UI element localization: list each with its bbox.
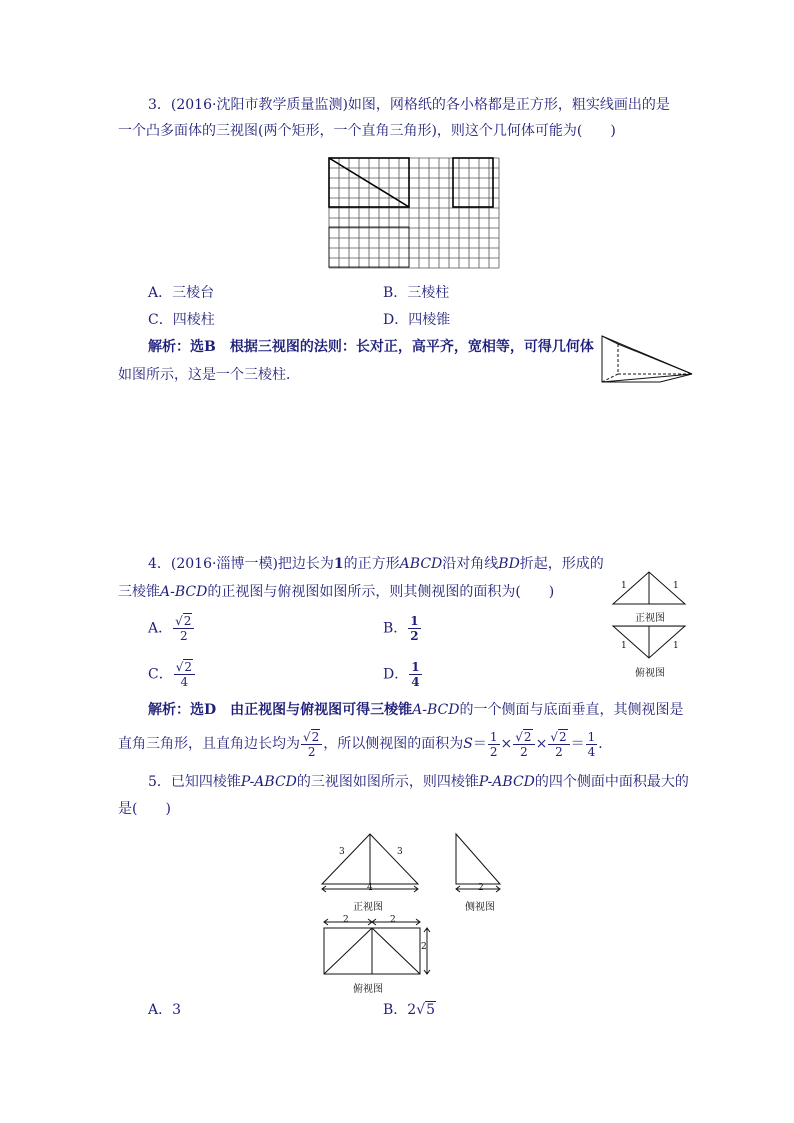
- q4-option-b: B． $\frac{1}{2}$: [383, 614, 419, 643]
- q4-top-caption: 俯视图: [635, 668, 665, 679]
- q4-answer-line1: 解析：选D 由正视图与俯视图可得三棱锥A-BCD的一个侧面与底面垂直，其侧视图是: [148, 702, 684, 718]
- q4-front-caption: 正视图: [635, 613, 665, 624]
- q5-top-caption: 俯视图: [353, 984, 383, 995]
- q3-answer-line2: 如图所示，这是一个三棱柱．: [118, 367, 300, 383]
- q5-side-dim-bottom: 2: [478, 883, 484, 893]
- q3-prism-figure: [600, 334, 700, 384]
- q5-option-b: B．2√5: [383, 1002, 436, 1018]
- q5-top-dim-right: 2: [390, 915, 396, 925]
- q4-front-label-left: 1: [621, 581, 627, 591]
- q5-front-dim-bottom: 4: [367, 883, 373, 893]
- q5-option-a: A．3: [148, 1002, 182, 1018]
- q3-answer-line1: 解析：选B 根据三视图的法则：长对正，高平齐，宽相等，可得几何体: [148, 339, 594, 355]
- q4-answer-line2: 直角三角形，且直角边长均为 $\frac{√2}{2}$ ，所以侧视图的面积为S＝ $\frac{1}{2}$ × $\frac{√2}{2}$ × $\frac{√2}{2}$ ＝ $\frac{1}{4}$ ．: [118, 729, 613, 759]
- q5-top-dim-side: 2: [421, 942, 427, 952]
- q4-stem-line2: 三棱锥A-BCD的正视图与俯视图如图所示，则其侧视图的面积为( ): [118, 584, 555, 600]
- q5-side-caption: 侧视图: [465, 902, 495, 913]
- q3-option-a: A．三棱台: [148, 285, 215, 301]
- q5-stem-line2: 是( ): [118, 801, 171, 817]
- q5-top-dim-left: 2: [343, 915, 349, 925]
- q5-stem-line1: 5．已知四棱锥P-ABCD的三视图如图所示，则四棱锥P-ABCD的四个侧面中面积最大的: [148, 774, 689, 790]
- q3-grid-figure: [326, 155, 506, 271]
- q3-option-d: D．四棱锥: [383, 312, 451, 328]
- q3-stem-line2: 一个凸多面体的三视图(两个矩形，一个直角三角形)，则这个几何体可能为( ): [118, 123, 616, 139]
- q4-front-label-right: 1: [673, 581, 679, 591]
- q3-stem-line1: 3．(2016·沈阳市教学质量监测)如图，网格纸的各小格都是正方形，粗实线画出的是: [148, 97, 670, 113]
- q4-top-label-left: 1: [621, 641, 627, 651]
- q5-front-caption: 正视图: [353, 902, 383, 913]
- q4-option-c: C． $\frac{√2}{4}$: [148, 660, 196, 689]
- q3-option-b: B．三棱柱: [383, 285, 450, 301]
- q5-front-dim-right: 3: [397, 847, 403, 857]
- q4-option-d: D． $\frac{1}{4}$: [383, 660, 420, 689]
- q3-option-c: C．四棱柱: [148, 312, 215, 328]
- q4-option-a: A． $\frac{√2}{2}$: [148, 614, 195, 643]
- q5-front-dim-left: 3: [339, 847, 345, 857]
- q4-top-label-right: 1: [673, 641, 679, 651]
- q4-stem-line1: 4．(2016·淄博一模)把边长为1的正方形ABCD沿对角线BD折起，形成的: [148, 556, 604, 572]
